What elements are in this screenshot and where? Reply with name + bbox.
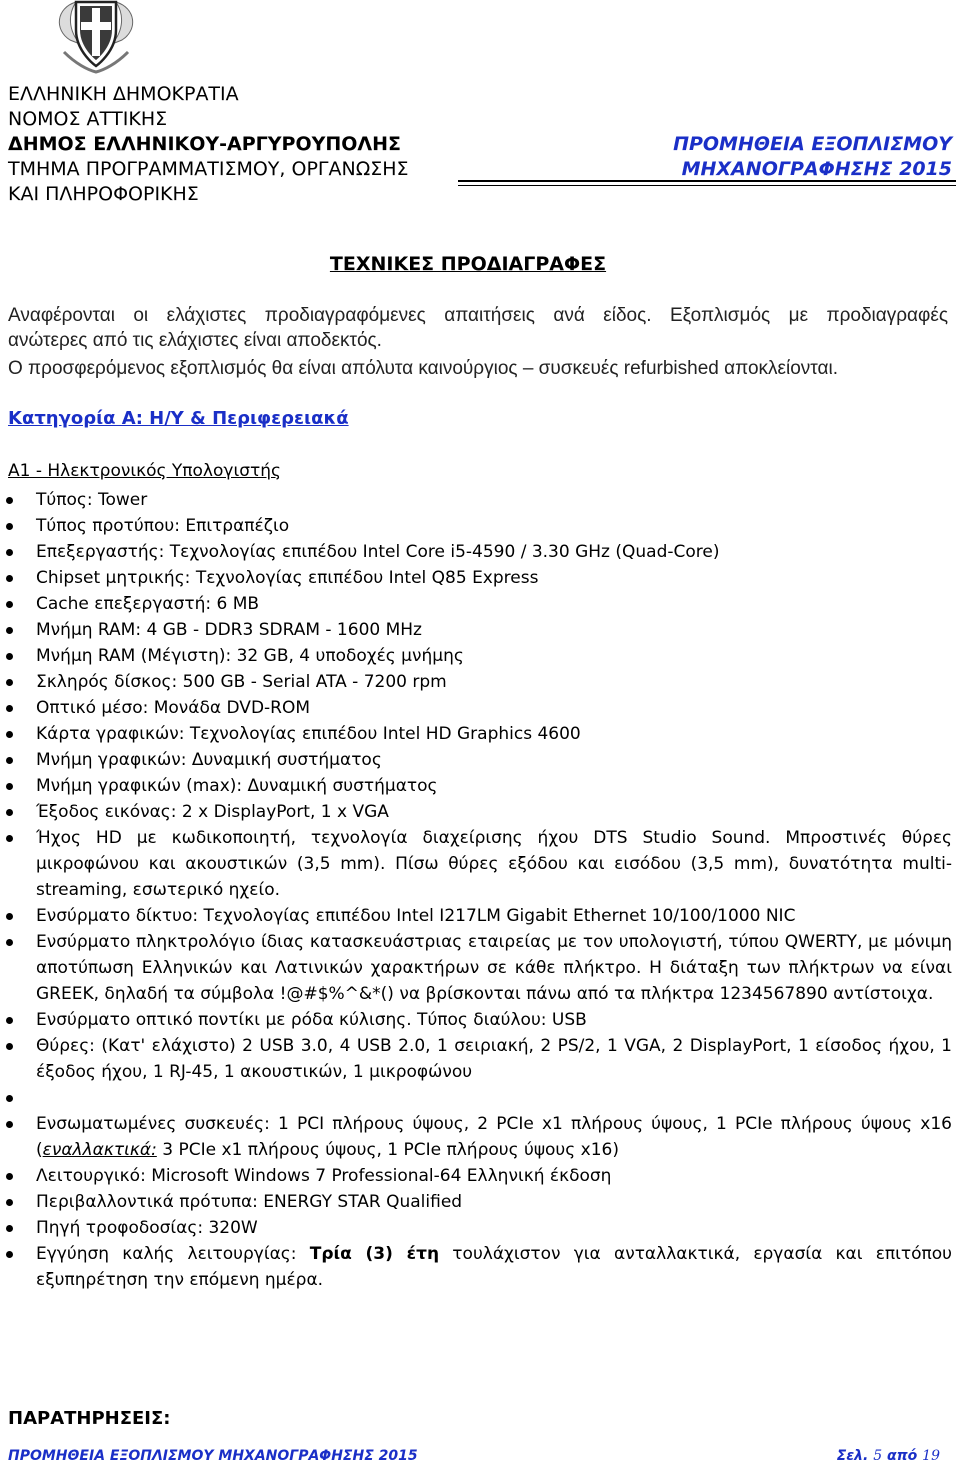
- page-title: ΤΕΧΝΙΚΕΣ ΠΡΟΔΙΑΓΡΑΦΕΣ: [329, 253, 607, 275]
- header-municipality: ΔΗΜΟΣ ΕΛΛΗΝΙΚΟΥ-ΑΡΓΥΡΟΥΠΟΛΗΣ: [8, 133, 402, 155]
- header-procurement-title-line1: ΠΡΟΜΗΘΕΙΑ ΕΞΟΠΛΙΣΜΟΥ: [673, 133, 952, 155]
- page-current: 5: [873, 1448, 883, 1464]
- list-item: Μνήμη γραφικών: Δυναμική συστήματος: [0, 747, 952, 773]
- list-item: Ενσύρματο οπτικό ποντίκι με ρόδα κύλισης. Τύπος διαύλου: USB: [0, 1007, 952, 1033]
- warranty-duration: Τρία (3) έτη: [309, 1244, 440, 1264]
- list-item: Σκληρός δίσκος: 500 GB - Serial ATA - 7200 rpm: [0, 669, 952, 695]
- list-item-text: Εγγύηση καλής λειτουργίας:: [36, 1244, 310, 1264]
- header-country: ΕΛΛΗΝΙΚΗ ΔΗΜΟΚΡΑΤΙΑ: [8, 83, 239, 105]
- list-item: Λειτουργικό: Microsoft Windows 7 Professional-64 Ελληνική έκδοση: [0, 1163, 952, 1189]
- category-heading: Κατηγορία Α: Η/Υ & Περιφερειακά: [8, 408, 349, 429]
- list-item: Επεξεργαστής: Τεχνολογίας επιπέδου Intel Core i5-4590 / 3.30 GHz (Quad-Core): [0, 539, 952, 565]
- list-item: Ήχος HD με κωδικοποιητή, τεχνολογία διαχείρισης ήχου DTS Studio Sound. Μπροστινές θύρες μικροφώνου και ακουστικών (3,5 mm). Πίσω θύρες εξόδου και εισόδου (3,5 mm), δυνατότητα multi-streaming, εσωτερικό ηχείο.: [0, 825, 952, 903]
- list-item-text: 3 PCIe x1 πλήρους ύψους, 1 PCIe πλήρους ύψους x16): [156, 1140, 619, 1160]
- list-item: Κάρτα γραφικών: Τεχνολογίας επιπέδου Intel HD Graphics 4600: [0, 721, 952, 747]
- list-item-text: τουλάχιστον για ανταλλακτικά, εργασία και επιτόπου εξυπηρέτηση την επόμενη ημέρα.: [36, 1244, 953, 1290]
- list-item: Τύπος: Tower: [0, 487, 952, 513]
- list-item: Ενσύρματο δίκτυο: Τεχνολογίας επιπέδου Intel I217LM Gigabit Ethernet 10/100/1000 NIC: [0, 903, 952, 929]
- header-department: ΤΜΗΜΑ ΠΡΟΓΡΑΜΜΑΤΙΣΜΟΥ, ΟΡΓΑΝΩΣΗΣ: [8, 158, 409, 180]
- page-total: 19: [922, 1448, 940, 1464]
- intro-line-3: Ο προσφερόμενος εξοπλισμός θα είναι απόλυτα καινούργιος – συσκευές refurbished αποκλείονται.: [8, 358, 838, 379]
- list-item: Έξοδος εικόνας: 2 x DisplayPort, 1 x VGA: [0, 799, 952, 825]
- list-item: [0, 1111, 952, 1163]
- alternative-label: εναλλακτικά:: [42, 1140, 157, 1160]
- header-prefecture: ΝΟΜΟΣ ΑΤΤΙΚΗΣ: [8, 108, 168, 130]
- list-item: Πηγή τροφοδοσίας: 320W: [0, 1215, 952, 1241]
- list-item-empty: [0, 1085, 952, 1111]
- list-item: [0, 1241, 952, 1293]
- list-item: Μνήμη RAM (Μέγιστη): 32 GB, 4 υποδοχές μνήμης: [0, 643, 952, 669]
- intro-line-2: ανώτερες από τις ελάχιστες είναι αποδεκτός.: [8, 330, 382, 351]
- list-item: Ενσύρματο πληκτρολόγιο ίδιας κατασκευάστριας εταιρείας με τον υπολογιστή, τύπου QWERTY, με μόνιμη αποτύπωση Ελληνικών και Λατινικών χαρακτήρων σε κάθε πλήκτρο. Η διάταξη των πλήκτρων να είναι GREEK, δηλαδή τα σύμβολα !@#$%^&*() να βρίσκονται πάνω από τα πλήκτρα 1234567890 αντίστοιχα.: [0, 929, 952, 1007]
- list-item: Chipset μητρικής: Τεχνολογίας επιπέδου Intel Q85 Express: [0, 565, 952, 591]
- page-prefix: Σελ.: [836, 1448, 874, 1464]
- header-divider: [458, 180, 956, 186]
- footer-title: ΠΡΟΜΗΘΕΙΑ ΕΞΟΠΛΙΣΜΟΥ ΜΗΧΑΝΟΓΡΑΦΗΣΗΣ 2015: [8, 1448, 418, 1464]
- list-item: Περιβαλλοντικά πρότυπα: ENERGY STAR Qualified: [0, 1189, 952, 1215]
- page-number: [837, 1448, 940, 1464]
- greek-coat-of-arms-emblem: [50, 0, 142, 74]
- header-department-cont: ΚΑΙ ΠΛΗΡΟΦΟΡΙΚΗΣ: [8, 183, 199, 205]
- list-item: Οπτικό μέσο: Μονάδα DVD-ROM: [0, 695, 952, 721]
- page-of: από: [882, 1448, 923, 1464]
- list-item: Θύρες: (Κατ' ελάχιστο) 2 USB 3.0, 4 USB 2.0, 1 σειριακή, 2 PS/2, 1 VGA, 2 DisplayPort, 1 είσοδος ήχου, 1 έξοδος ήχου, 1 RJ-45, 1 ακουστικών, 1 μικροφώνου: [0, 1033, 952, 1085]
- item-heading: Α1 - Ηλεκτρονικός Υπολογιστής: [8, 461, 281, 481]
- header-procurement-title-line2: ΜΗΧΑΝΟΓΡΑΦΗΣΗΣ 2015: [681, 158, 952, 180]
- spec-list: [0, 487, 952, 1293]
- list-item: Μνήμη γραφικών (max): Δυναμική συστήματος: [0, 773, 952, 799]
- list-item-text: Ενσωματωμένες συσκευές: 1 PCI πλήρους ύψους, 2 PCIe x1 πλήρους ύψους, 1 PCIe πλήρους ύψους x16 (: [36, 1114, 952, 1160]
- list-item: Μνήμη RAM: 4 GB - DDR3 SDRAM - 1600 MHz: [0, 617, 952, 643]
- list-item: Cache επεξεργαστή: 6 MB: [0, 591, 952, 617]
- intro-line-1: Αναφέρονται οι ελάχιστες προδιαγραφόμενες απαιτήσεις ανά είδος. Εξοπλισμός με προδιαγραφές: [8, 305, 948, 326]
- remarks-heading: ΠΑΡΑΤΗΡΗΣΕΙΣ:: [8, 1408, 171, 1429]
- list-item: Τύπος προτύπου: Επιτραπέζιο: [0, 513, 952, 539]
